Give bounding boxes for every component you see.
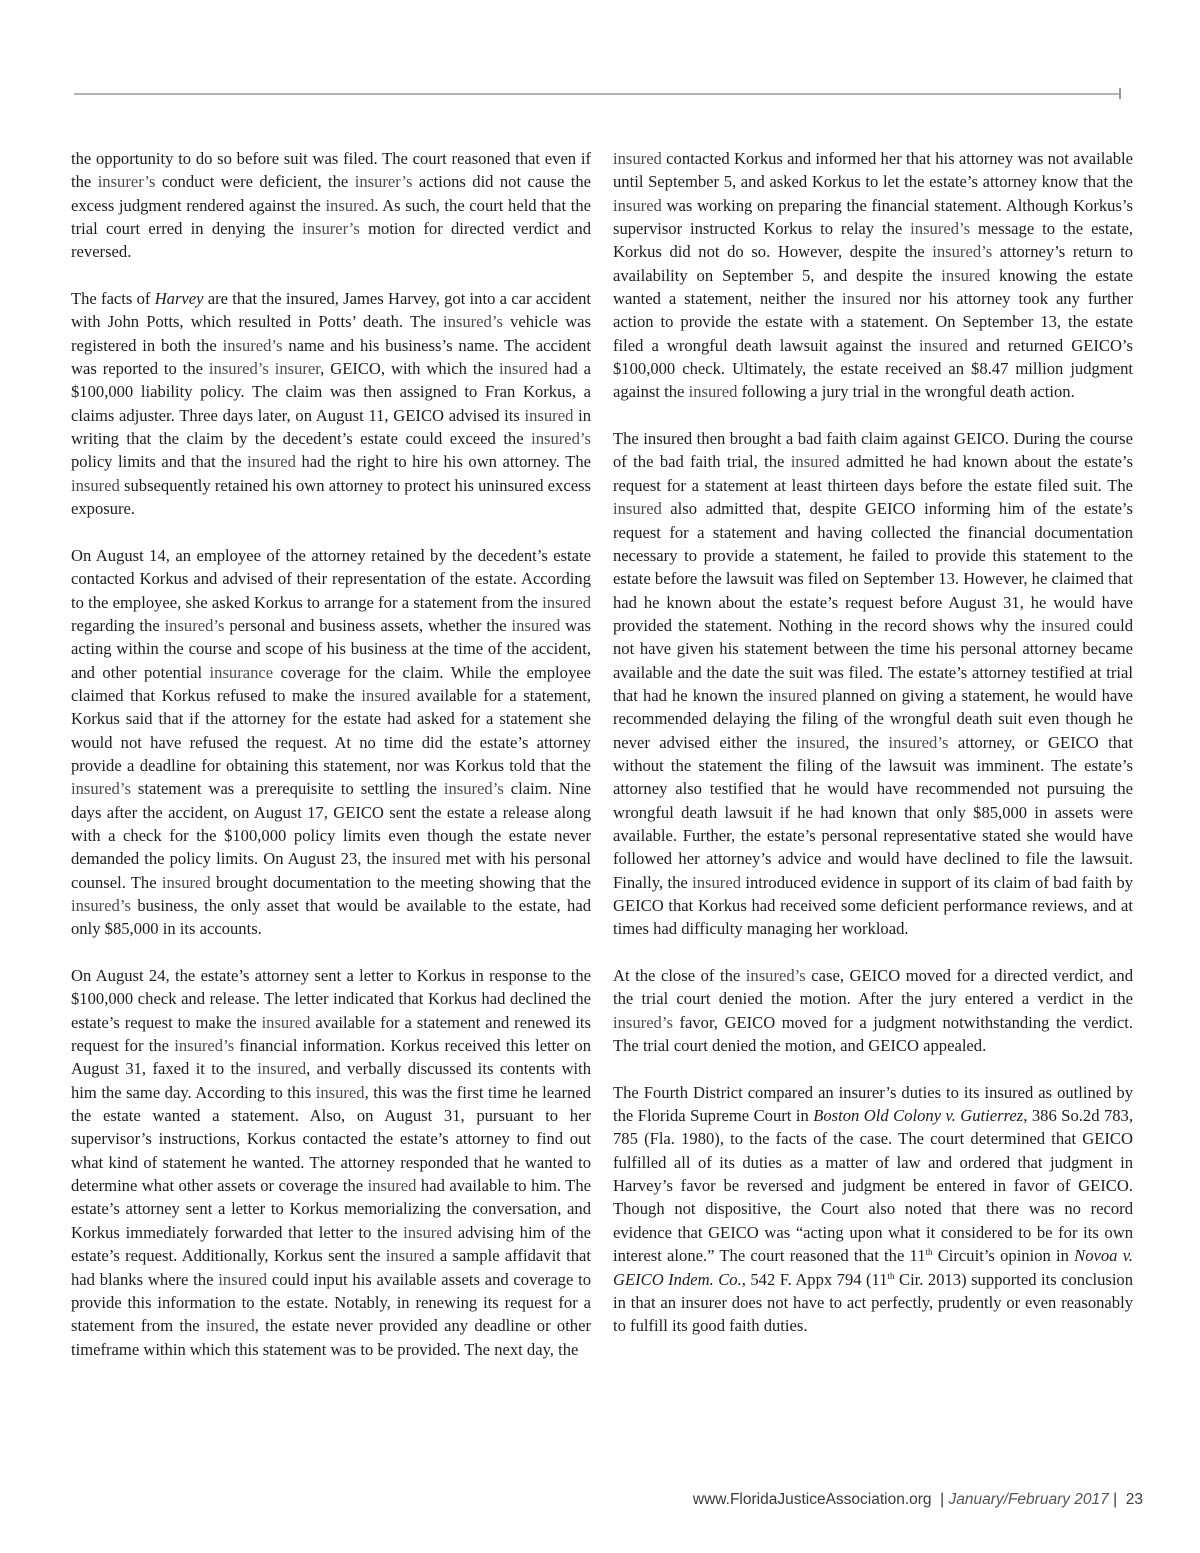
page-number: 23 [1125, 1491, 1143, 1508]
paragraph: On August 24, the estate’s attorney sent a letter to Korkus in response to the $100,000 check and release. The letter indicated that Korkus had declined the estate’s request to make the insured available for a statement and renewed its request for the insured’s financial information. Korkus received this letter on August 31, faxed it to the insured, and verbally discussed its contents with him the same day. According to this insured, this was the first time he learned the estate wanted a statement. Also, on August 31, pursuant to her supervisor’s instructions, Korkus contacted the estate’s attorney to find out what kind of statement he wanted. The attorney responded that he wanted to determine what other assets or coverage the insured had available to him. The estate’s attorney sent a letter to Korkus memorializing the conversation, and Korkus immediately forwarded that letter to the insured advising him of the estate’s request. Additionally, Korkus sent the insured a sample affidavit that had blanks where the insured could input his available assets and coverage to provide this information to the estate. Notably, in renewing its request for a statement from the insured, the estate never provided any deadline or other timeframe within which this statement was to be provided. The next day, the [71, 966, 592, 1359]
footer-separator: | [940, 1491, 945, 1508]
paragraph: insured contacted Korkus and informed her that his attorney was not available until September 5, and asked Korkus to let the estate’s attorney know that the insured was working on preparing the financial statement. Although Korkus’s supervisor instructed Korkus to relay the insured’s message to the estate, Korkus did not do so. However, despite the insured’s attorney’s return to availability on September 5, and despite the insured knowing the estate wanted a statement, neither the insured nor his attorney took any further action to provide the estate with a statement. On September 13, the estate filed a wrongful death lawsuit against the insured and returned GEICO’s $100,000 check. Ultimately, the estate received an $8.47 million judgment against the insured following a jury trial in the wrongful death action. [613, 149, 1134, 402]
right-column [613, 147, 1133, 1338]
paragraph: The facts of Harvey are that the insured, James Harvey, got into a car accident with John Potts, which resulted in Potts’ death. The insured’s vehicle was registered in both the insured’s name and his business’s name. The accident was reported to the insured’s insurer, GEICO, with which the insured had a $100,000 liability policy. The claim was then assigned to Fran Korkus, a claims adjuster. Three days later, on August 11, GEICO advised its insured in writing that the claim by the decedent’s estate could exceed the insured’s policy limits and that the insured had the right to hire his own attorney. The insured subsequently retained his own attorney to protect his uninsured excess exposure. [71, 289, 592, 519]
paragraph: On August 14, an employee of the attorney retained by the decedent’s estate contacted Korkus and advised of their representation of the estate. According to the employee, she asked Korkus to arrange for a statement from the insured regarding the insured’s personal and business assets, whether the insured was acting within the course and scope of his business at the time of the accident, and other potential insurance coverage for the claim. While the employee claimed that Korkus refused to make the insured available for a statement, Korkus said that if the attorney for the estate had asked for a statement she would not have refused the request. At no time did the estate’s attorney provide a deadline for obtaining this statement, nor was Korkus told that the insured’s statement was a prerequisite to settling the insured’s claim. Nine days after the accident, on August 17, GEICO sent the estate a release along with a check for the $100,000 policy limits even though the estate never demanded the policy limits. On August 23, the insured met with his personal counsel. The insured brought documentation to the meeting showing that the insured’s business, the only asset that would be available to the estate, had only $85,000 in its accounts. [71, 545, 591, 939]
paragraph: At the close of the insured’s case, GEICO moved for a directed verdict, and the trial court denied the motion. After the jury entered a verdict in the insured’s favor, GEICO moved for a judgment notwithstanding the verdict. The trial court denied the motion, and GEICO appealed. [613, 966, 1133, 1056]
footer-issue: January/February 2017 [948, 1491, 1109, 1508]
case-name: Novoa v. GEICO Indem. Co. [613, 1246, 1133, 1289]
paragraph: the opportunity to do so before suit was filed. The court reasoned that even if the insurer’s conduct were deficient, the insurer’s actions did not cause the excess judgment rendered against the insured. As such, the court held that the trial court erred in denying the insurer’s motion for directed verdict and reversed. [71, 149, 592, 262]
footer-website-link[interactable]: www.FloridaJusticeAssociation.org [692, 1491, 932, 1508]
page-footer [560, 1491, 1143, 1509]
paragraph: The insured then brought a bad faith claim against GEICO. During the course of the bad faith trial, the insured admitted he had known about the estate’s request for a statement at least thirteen days before the estate filed suit. The insured also admitted that, despite GEICO informing him of the estate’s request for a statement and having collected the financial documentation necessary to provide a statement, he failed to provide this statement to the estate before the lawsuit was filed on September 13. However, he claimed that had he known about the estate’s request before August 31, he would have provided the statement. Nothing in the record shows why the insured could not have given his statement between the time his personal attorney became available and the date the suit was filed. The estate’s attorney testified at trial that had he known the insured planned on giving a statement, he would have recommended delaying the filing of the wrongful death suit even though he never advised either the insured, the insured’s attorney, or GEICO that without the statement the filing of the lawsuit was imminent. The estate’s attorney also testified that he would have recommended not pursuing the wrongful death lawsuit if he had known that only $85,000 in assets were available. Further, the estate’s personal representative stated she would have followed her attorney’s advice and would have declined to file the lawsuit. Finally, the insured introduced evidence in support of its claim of bad faith by GEICO that Korkus had received some deficient performance reviews, and at times had difficulty managing her workload. [613, 429, 1134, 939]
header-rule-tick [1119, 88, 1121, 99]
header-rule [74, 93, 1120, 95]
case-name: Harvey [154, 289, 204, 309]
left-column [71, 147, 591, 1361]
case-name: Boston Old Colony v. Gutierrez [813, 1106, 1024, 1126]
paragraph: The Fourth District compared an insurer’s duties to its insured as outlined by the Florida Supreme Court in Boston Old Colony v. Gutierrez, 386 So.2d 783, 785 (Fla. 1980), to the facts of the case. The court determined that GEICO fulfilled all of its duties as a matter of law and ordered that judgment in Harvey’s favor be reversed and judgment be entered in favor of GEICO. Though not dispositive, the Court also noted that there was no record evidence that GEICO was “acting upon what it considered to be for its own interest alone.” The court reasoned that the 11th Circuit’s opinion in Novoa v. GEICO Indem. Co., 542 F. Appx 794 (11th Cir. 2013) supported its conclusion in that an insurer does not have to act perfectly, prudently or even reasonably to fulfill its good faith duties. [613, 1082, 1134, 1336]
footer-separator: | [1113, 1491, 1118, 1508]
